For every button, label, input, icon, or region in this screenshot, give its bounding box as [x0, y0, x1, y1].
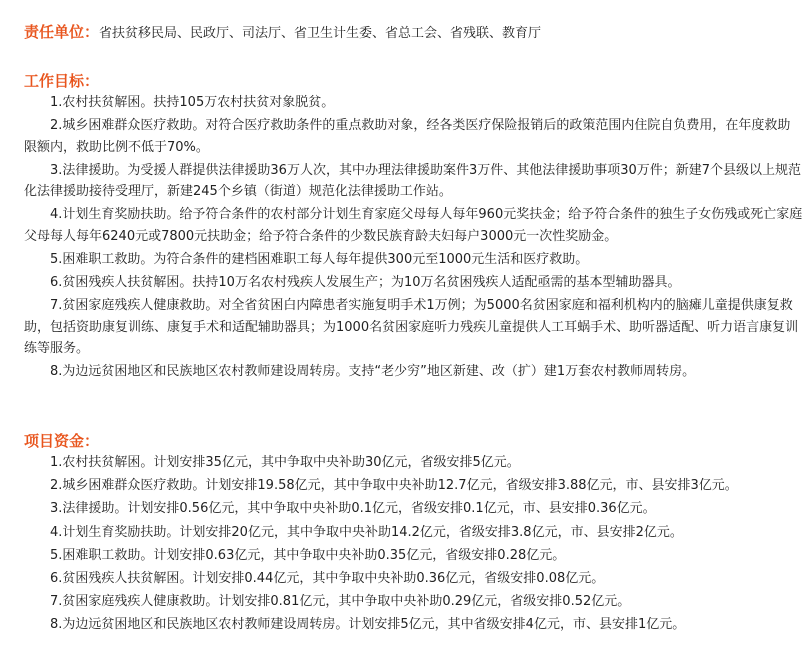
goal-item-2: 2.城乡困难群众医疗救助。对符合医疗救助条件的重点救助对象，经各类医疗保险报销后的政策范围内住院自负费用，在年度救助限额内，救助比例不低于70%。 [24, 118, 791, 155]
fund-item-7: 7.贫困家庭残疾人健康救助。计划安排0.81亿元，其中争取中央补助0.29亿元，省级安排0.52亿元。 [50, 594, 631, 610]
funds-section [24, 430, 803, 638]
goal-item-3: 3.法律援助。为受援人群提供法律援助36万人次，其中办理法律援助案件3万件、其他法律援助事项30万件；新建7个县级以上规范化法律援助接待受理厅，新建245个乡镇（街道）规范化法律援助工作站。 [24, 162, 802, 200]
goal-item-7: 7.贫困家庭残疾人健康救助。对全省贫困白内障患者实施复明手术1万例；为5000名贫困家庭和福利机构内的脑瘫儿童提供康复救助，包括资助康复训练、康复手术和适配辅助器具；为1000名贫困家庭听力残疾儿童提供人工耳蜗手术、助听器适配、听力语言康复训练等服务。 [24, 298, 799, 357]
responsibility-label: 责任单位： [24, 23, 100, 41]
goals-section [24, 70, 803, 385]
goal-item-6: 6.贫困残疾人扶贫解困。扶持10万名农村残疾人发展生产；为10万名贫困残疾人适配亟需的基本型辅助器具。 [50, 275, 681, 291]
goal-item-5: 5.困难职工救助。为符合条件的建档困难职工每人每年提供300元至1000元生活和医疗救助。 [50, 252, 589, 268]
fund-item-6: 6.贫困残疾人扶贫解困。计划安排0.44亿元，其中争取中央补助0.36亿元，省级安排0.08亿元。 [50, 571, 605, 587]
goals-title: 工作目标： [24, 72, 100, 90]
fund-item-8: 8.为边远贫困地区和民族地区农村教师建设周转房。计划安排5亿元，其中省级安排4亿元，市、县安排1亿元。 [50, 617, 686, 633]
goal-item-8: 8.为边远贫困地区和民族地区农村教师建设周转房。支持“老少穷”地区新建、改（扩）建1万套农村教师周转房。 [50, 364, 696, 380]
responsibility-value: 省扶贫移民局、民政厅、司法厅、省卫生计生委、省总工会、省残联、教育厅 [99, 26, 542, 41]
goal-item-4: 4.计划生育奖励扶助。给予符合条件的农村部分计划生育家庭父母每人每年960元奖扶金；给予符合条件的独生子女伤残或死亡家庭父母每人每年6240元或7800元扶助金；给予符合条件的少数民族育龄夫妇每户3000元一次性奖励金。 [24, 207, 803, 244]
fund-item-4: 4.计划生育奖励扶助。计划安排20亿元，其中争取中央补助14.2亿元，省级安排3.8亿元，市、县安排2亿元。 [50, 524, 683, 540]
funds-title: 项目资金： [24, 432, 100, 450]
fund-item-5: 5.困难职工救助。计划安排0.63亿元，其中争取中央补助0.35亿元，省级安排0.28亿元。 [50, 547, 566, 563]
responsibility-line [24, 22, 803, 44]
goal-item-1: 1.农村扶贫解困。扶持105万农村扶贫对象脱贫。 [50, 95, 335, 110]
fund-item-2: 2.城乡困难群众医疗救助。计划安排19.58亿元，其中争取中央补助12.7亿元，省级安排3.88亿元，市、县安排3亿元。 [50, 478, 738, 494]
fund-item-3: 3.法律援助。计划安排0.56亿元，其中争取中央补助0.1亿元，省级安排0.1亿元，市、县安排0.36亿元。 [50, 501, 656, 517]
fund-item-1: 1.农村扶贫解困。计划安排35亿元，其中争取中央补助30亿元，省级安排5亿元。 [50, 455, 520, 470]
